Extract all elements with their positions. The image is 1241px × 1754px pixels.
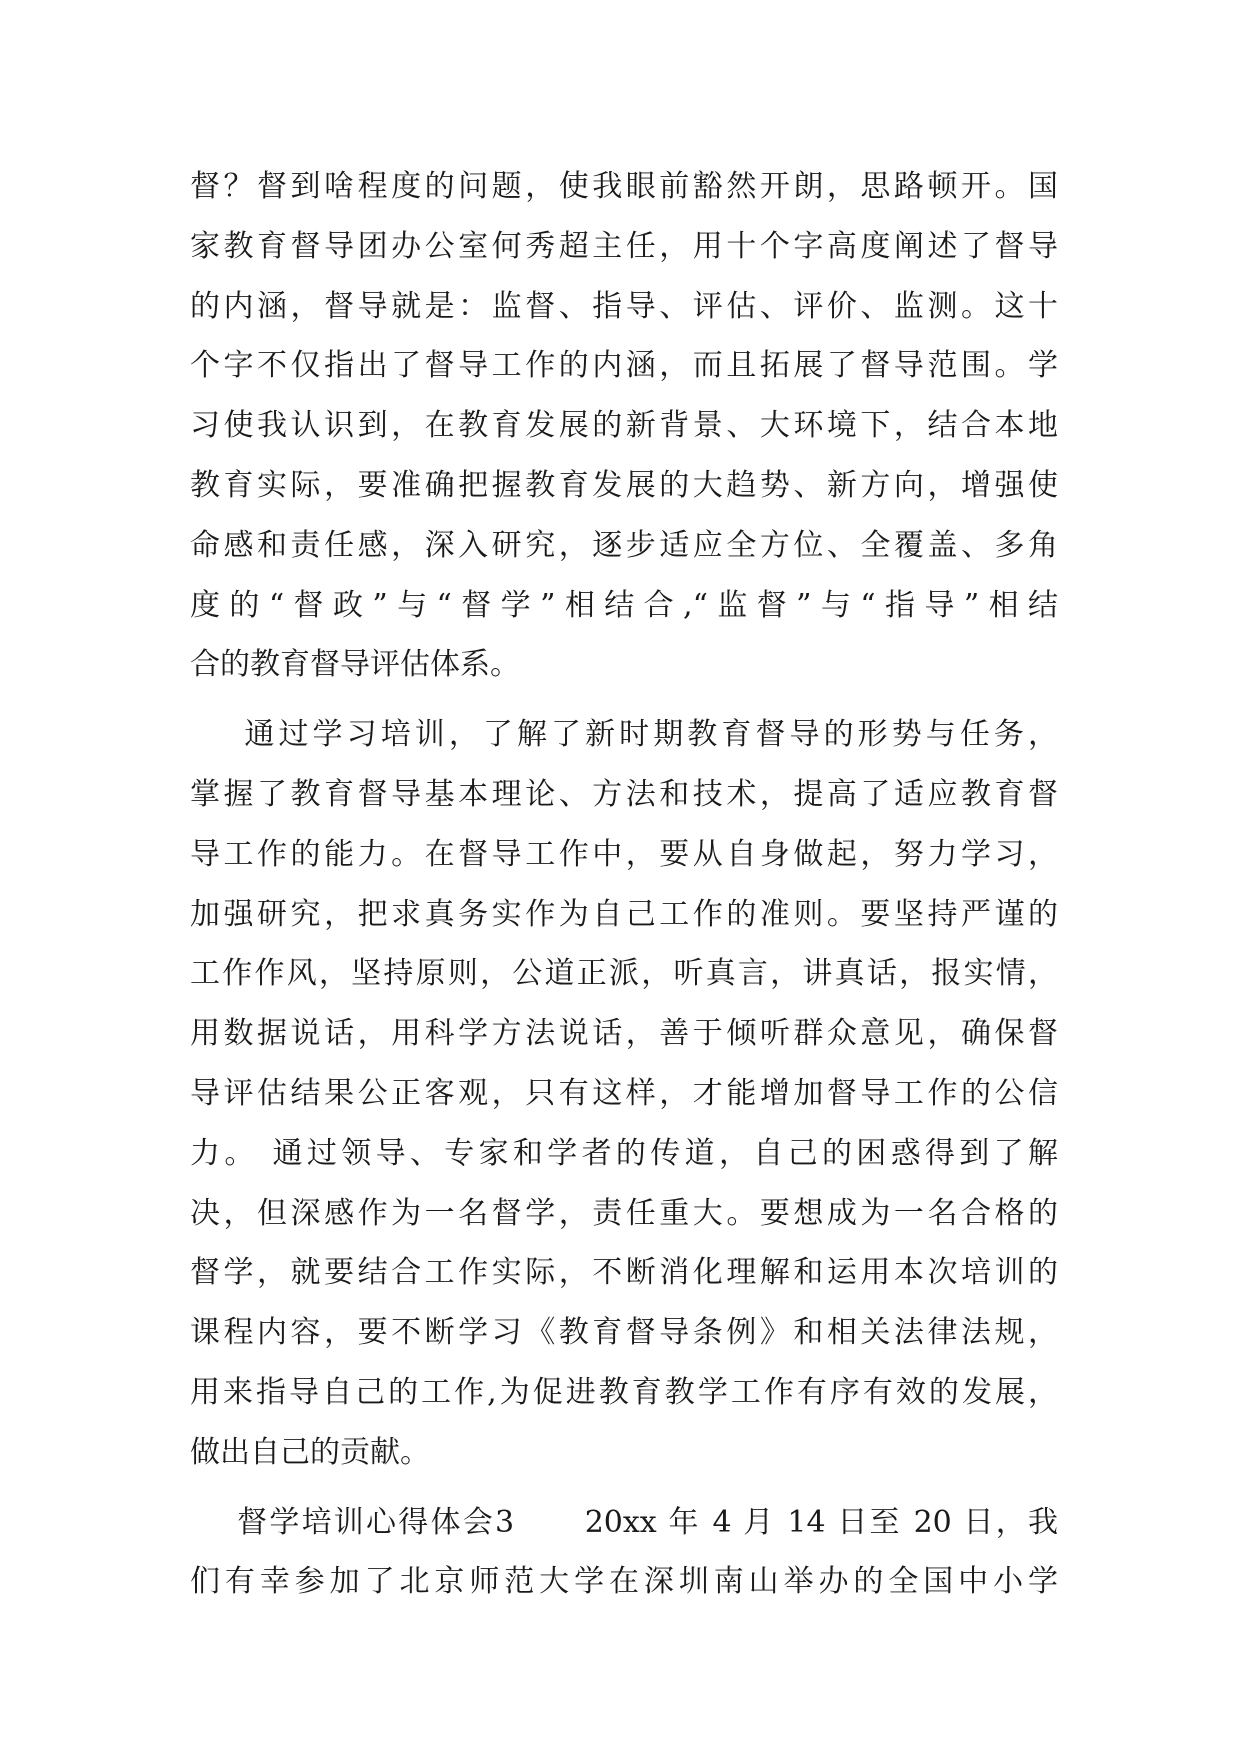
body-text [190,157,1058,1612]
text-line: 力。 通过领导、专家和学者的传道，自己的困惑得到了解 [190,1135,1058,1171]
text-line: 通过学习培训，了解了新时期教育督导的形势与任务， [190,717,1058,753]
text-line: 们有幸参加了北京师范大学在深圳南山举办的全国中小学 [190,1564,1058,1600]
text-line: 的内涵，督导就是：监督、指导、评估、评价、监测。这十 [190,288,1058,324]
text-line: 用数据说话，用科学方法说话，善于倾听群众意见，确保督 [190,1016,1058,1052]
paragraph-3 [190,1493,1058,1613]
text-line: 家教育督导团办公室何秀超主任，用十个字高度阐述了督导 [190,228,1058,264]
text-line: 习使我认识到，在教育发展的新背景、大环境下，结合本地 [190,408,1058,444]
paragraph-1 [190,157,1058,695]
text-line: 督？督到啥程度的问题，使我眼前豁然开朗，思路顿开。国 [190,169,1058,204]
text-line: 督学培训心得体会3 20xx 年 4 月 14 日至 20 日，我 [190,1504,1058,1540]
text-line: 课程内容，要不断学习《教育督导条例》和相关法律法规， [190,1315,1058,1351]
text-line: 决，但深感作为一名督学，责任重大。要想成为一名合格的 [190,1195,1058,1231]
text-line: 教育实际，要准确把握教育发展的大趋势、新方向，增强使 [190,467,1058,503]
text-line: 用来指导自己的工作,为促进教育教学工作有序有效的发展， [190,1374,1058,1410]
text-line: 个字不仅指出了督导工作的内涵，而且拓展了督导范围。学 [190,348,1058,384]
paragraph-gap [190,695,1058,705]
text-line: 加强研究，把求真务实作为自己工作的准则。要坚持严谨的 [190,896,1058,932]
text-line: 合的教育督导评估体系。 [190,647,520,683]
text-line: 督学，就要结合工作实际，不断消化理解和运用本次培训的 [190,1255,1058,1291]
paragraph-gap [190,1483,1058,1493]
text-line: 做出自己的贡献。 [190,1434,430,1470]
text-line: 掌握了教育督导基本理论、方法和技术，提高了适应教育督 [190,776,1058,812]
text-line: 命感和责任感，深入研究，逐步适应全方位、全覆盖、多角 [190,527,1058,563]
text-line: 导工作的能力。在督导工作中，要从自身做起，努力学习， [190,836,1058,872]
text-line: 工作作风，坚持原则，公道正派，听真言，讲真话，报实情， [190,956,1058,992]
text-line: 导评估结果公正客观，只有这样，才能增加督导工作的公信 [190,1075,1058,1111]
text-line: 度的“督政”与“督学”相结合,“监督”与“指导”相结 [190,587,1058,623]
paragraph-2 [190,705,1058,1482]
